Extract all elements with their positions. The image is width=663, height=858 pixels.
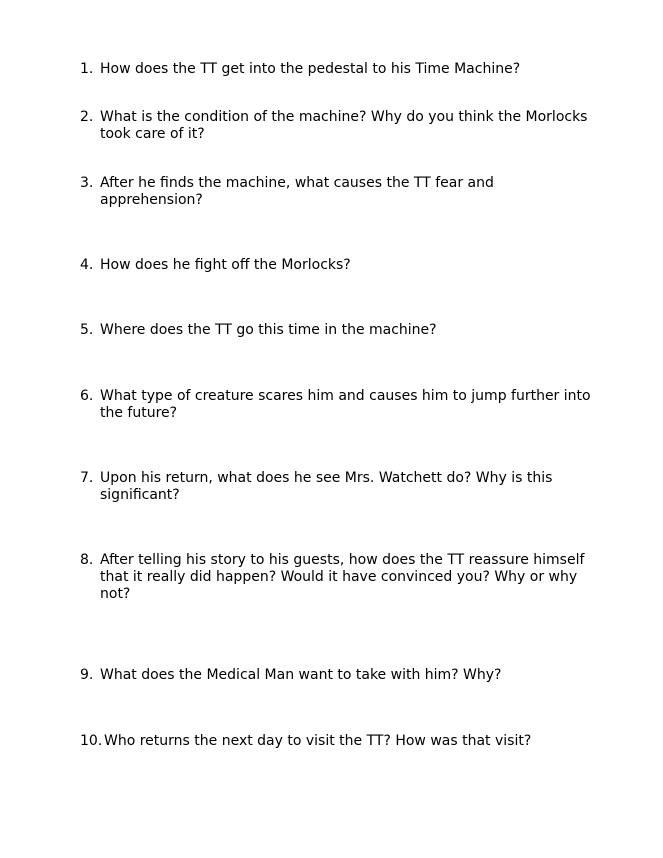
question-text bbox=[100, 61, 610, 78]
question-line: that it really did happen? Would it have convinced you? Why or why bbox=[100, 569, 578, 585]
question-line: Upon his return, what does he see Mrs. Watchett do? Why is this bbox=[100, 470, 553, 486]
question-line: took care of it? bbox=[100, 126, 205, 142]
question-number: 10. bbox=[80, 733, 103, 749]
question-line: How does he fight off the Morlocks? bbox=[100, 257, 351, 273]
question-number: 7. bbox=[80, 470, 94, 486]
question-number: 4. bbox=[80, 257, 94, 273]
question-number: 6. bbox=[80, 388, 94, 404]
question-number: 3. bbox=[80, 175, 94, 191]
question-line: How does the TT get into the pedestal to his Time Machine? bbox=[100, 61, 521, 77]
question-line: Where does the TT go this time in the machine? bbox=[100, 322, 437, 338]
question-text bbox=[100, 322, 610, 339]
question-line: significant? bbox=[100, 487, 180, 503]
question-line: the future? bbox=[100, 405, 178, 421]
question-line: Who returns the next day to visit the TT? How was that visit? bbox=[104, 733, 532, 749]
question-number: 2. bbox=[80, 109, 94, 125]
question-number: 8. bbox=[80, 552, 94, 568]
question-text bbox=[104, 733, 614, 750]
question-text bbox=[100, 667, 610, 684]
question-line: not? bbox=[100, 586, 131, 602]
question-line: What is the condition of the machine? Why do you think the Morlocks bbox=[100, 109, 588, 125]
question-line: After telling his story to his guests, how does the TT reassure himself bbox=[100, 552, 585, 568]
question-line: What type of creature scares him and causes him to jump further into bbox=[100, 388, 591, 404]
question-text bbox=[100, 175, 610, 209]
question-line: After he finds the machine, what causes the TT fear and bbox=[100, 175, 494, 191]
question-number: 9. bbox=[80, 667, 94, 683]
question-text bbox=[100, 552, 620, 603]
question-text bbox=[100, 388, 620, 422]
question-number: 1. bbox=[80, 61, 94, 77]
question-number: 5. bbox=[80, 322, 94, 338]
question-text bbox=[100, 470, 610, 504]
question-line: What does the Medical Man want to take with him? Why? bbox=[100, 667, 502, 683]
question-line: apprehension? bbox=[100, 192, 203, 208]
question-text bbox=[100, 109, 610, 143]
question-text bbox=[100, 257, 610, 274]
